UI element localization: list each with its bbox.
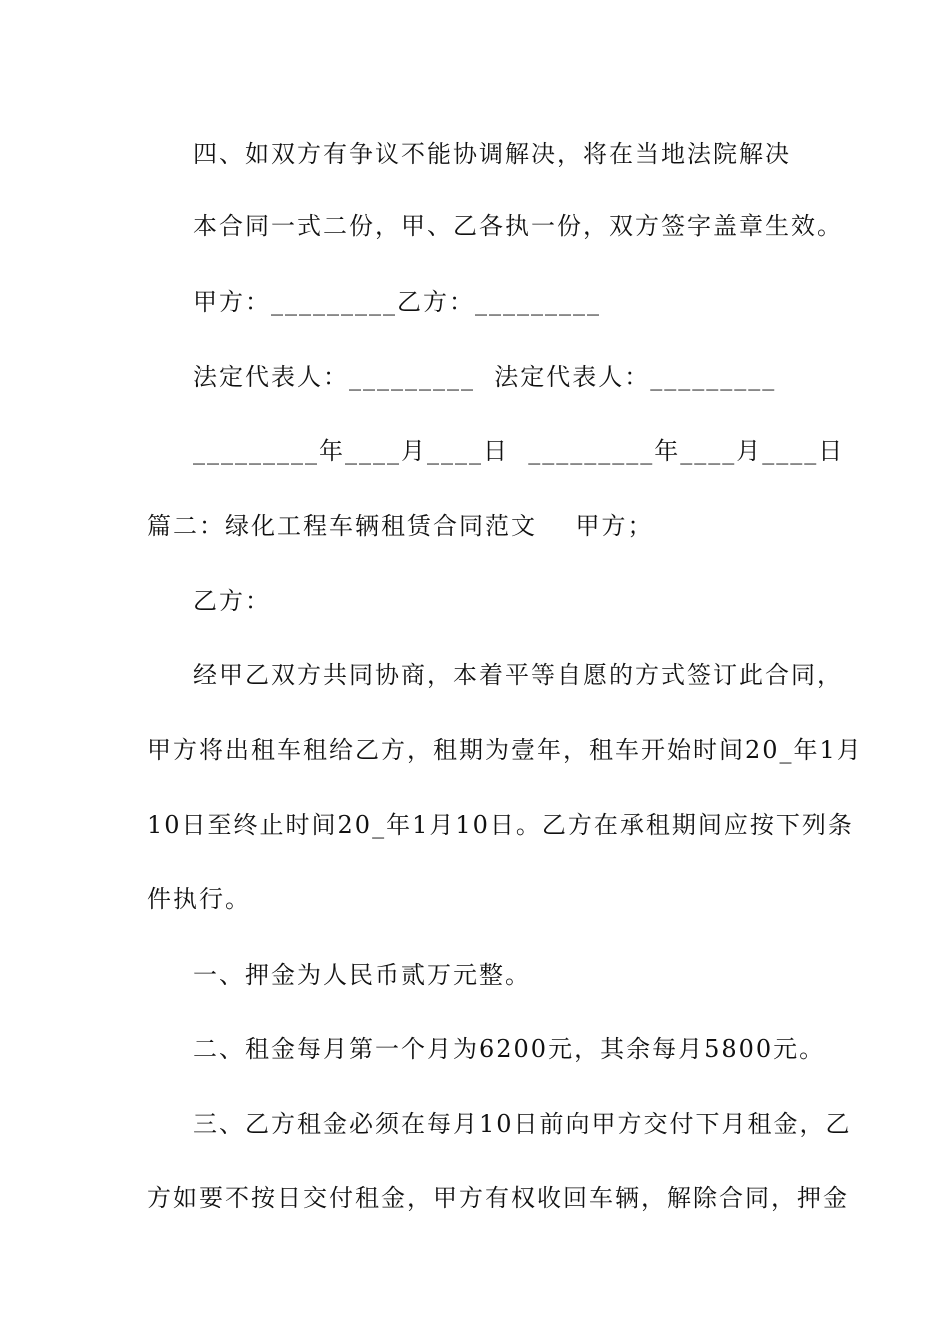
- clause-3-payment: 三、乙方租金必须在每月10日前向甲方交付下月租金，乙: [193, 1110, 852, 1138]
- party-b-label: 乙方：: [193, 587, 271, 615]
- paragraph-line: 10日至终止时间20_年1月10日。乙方在承租期间应按下列条: [147, 811, 854, 839]
- clause-3-payment-cont: 方如要不按日交付租金，甲方有权收回车辆，解除合同，押金: [147, 1184, 849, 1212]
- paragraph-line: 件执行。: [147, 885, 251, 913]
- legal-rep-line: 法定代表人：_________ 法定代表人：_________: [193, 363, 777, 391]
- clause-1-deposit: 一、押金为人民币贰万元整。: [193, 961, 531, 989]
- party-signature-line: 甲方：_________乙方：_________: [193, 288, 601, 316]
- section-two-title: 篇二：绿化工程车辆租赁合同范文 甲方；: [147, 512, 654, 540]
- clause-4-dispute: 四、如双方有争议不能协调解决，将在当地法院解决: [193, 140, 791, 168]
- date-line: _________年____月____日 _________年____月____日: [193, 437, 845, 465]
- clause-2-rent: 二、租金每月第一个月为6200元，其余每月5800元。: [193, 1035, 826, 1063]
- paragraph-line: 甲方将出租车租给乙方，租期为壹年，租车开始时间20_年1月: [147, 736, 863, 764]
- paragraph-line: 经甲乙双方共同协商，本着平等自愿的方式签订此合同，: [193, 661, 843, 689]
- contract-copies-text: 本合同一式二份，甲、乙各执一份，双方签字盖章生效。: [193, 212, 843, 240]
